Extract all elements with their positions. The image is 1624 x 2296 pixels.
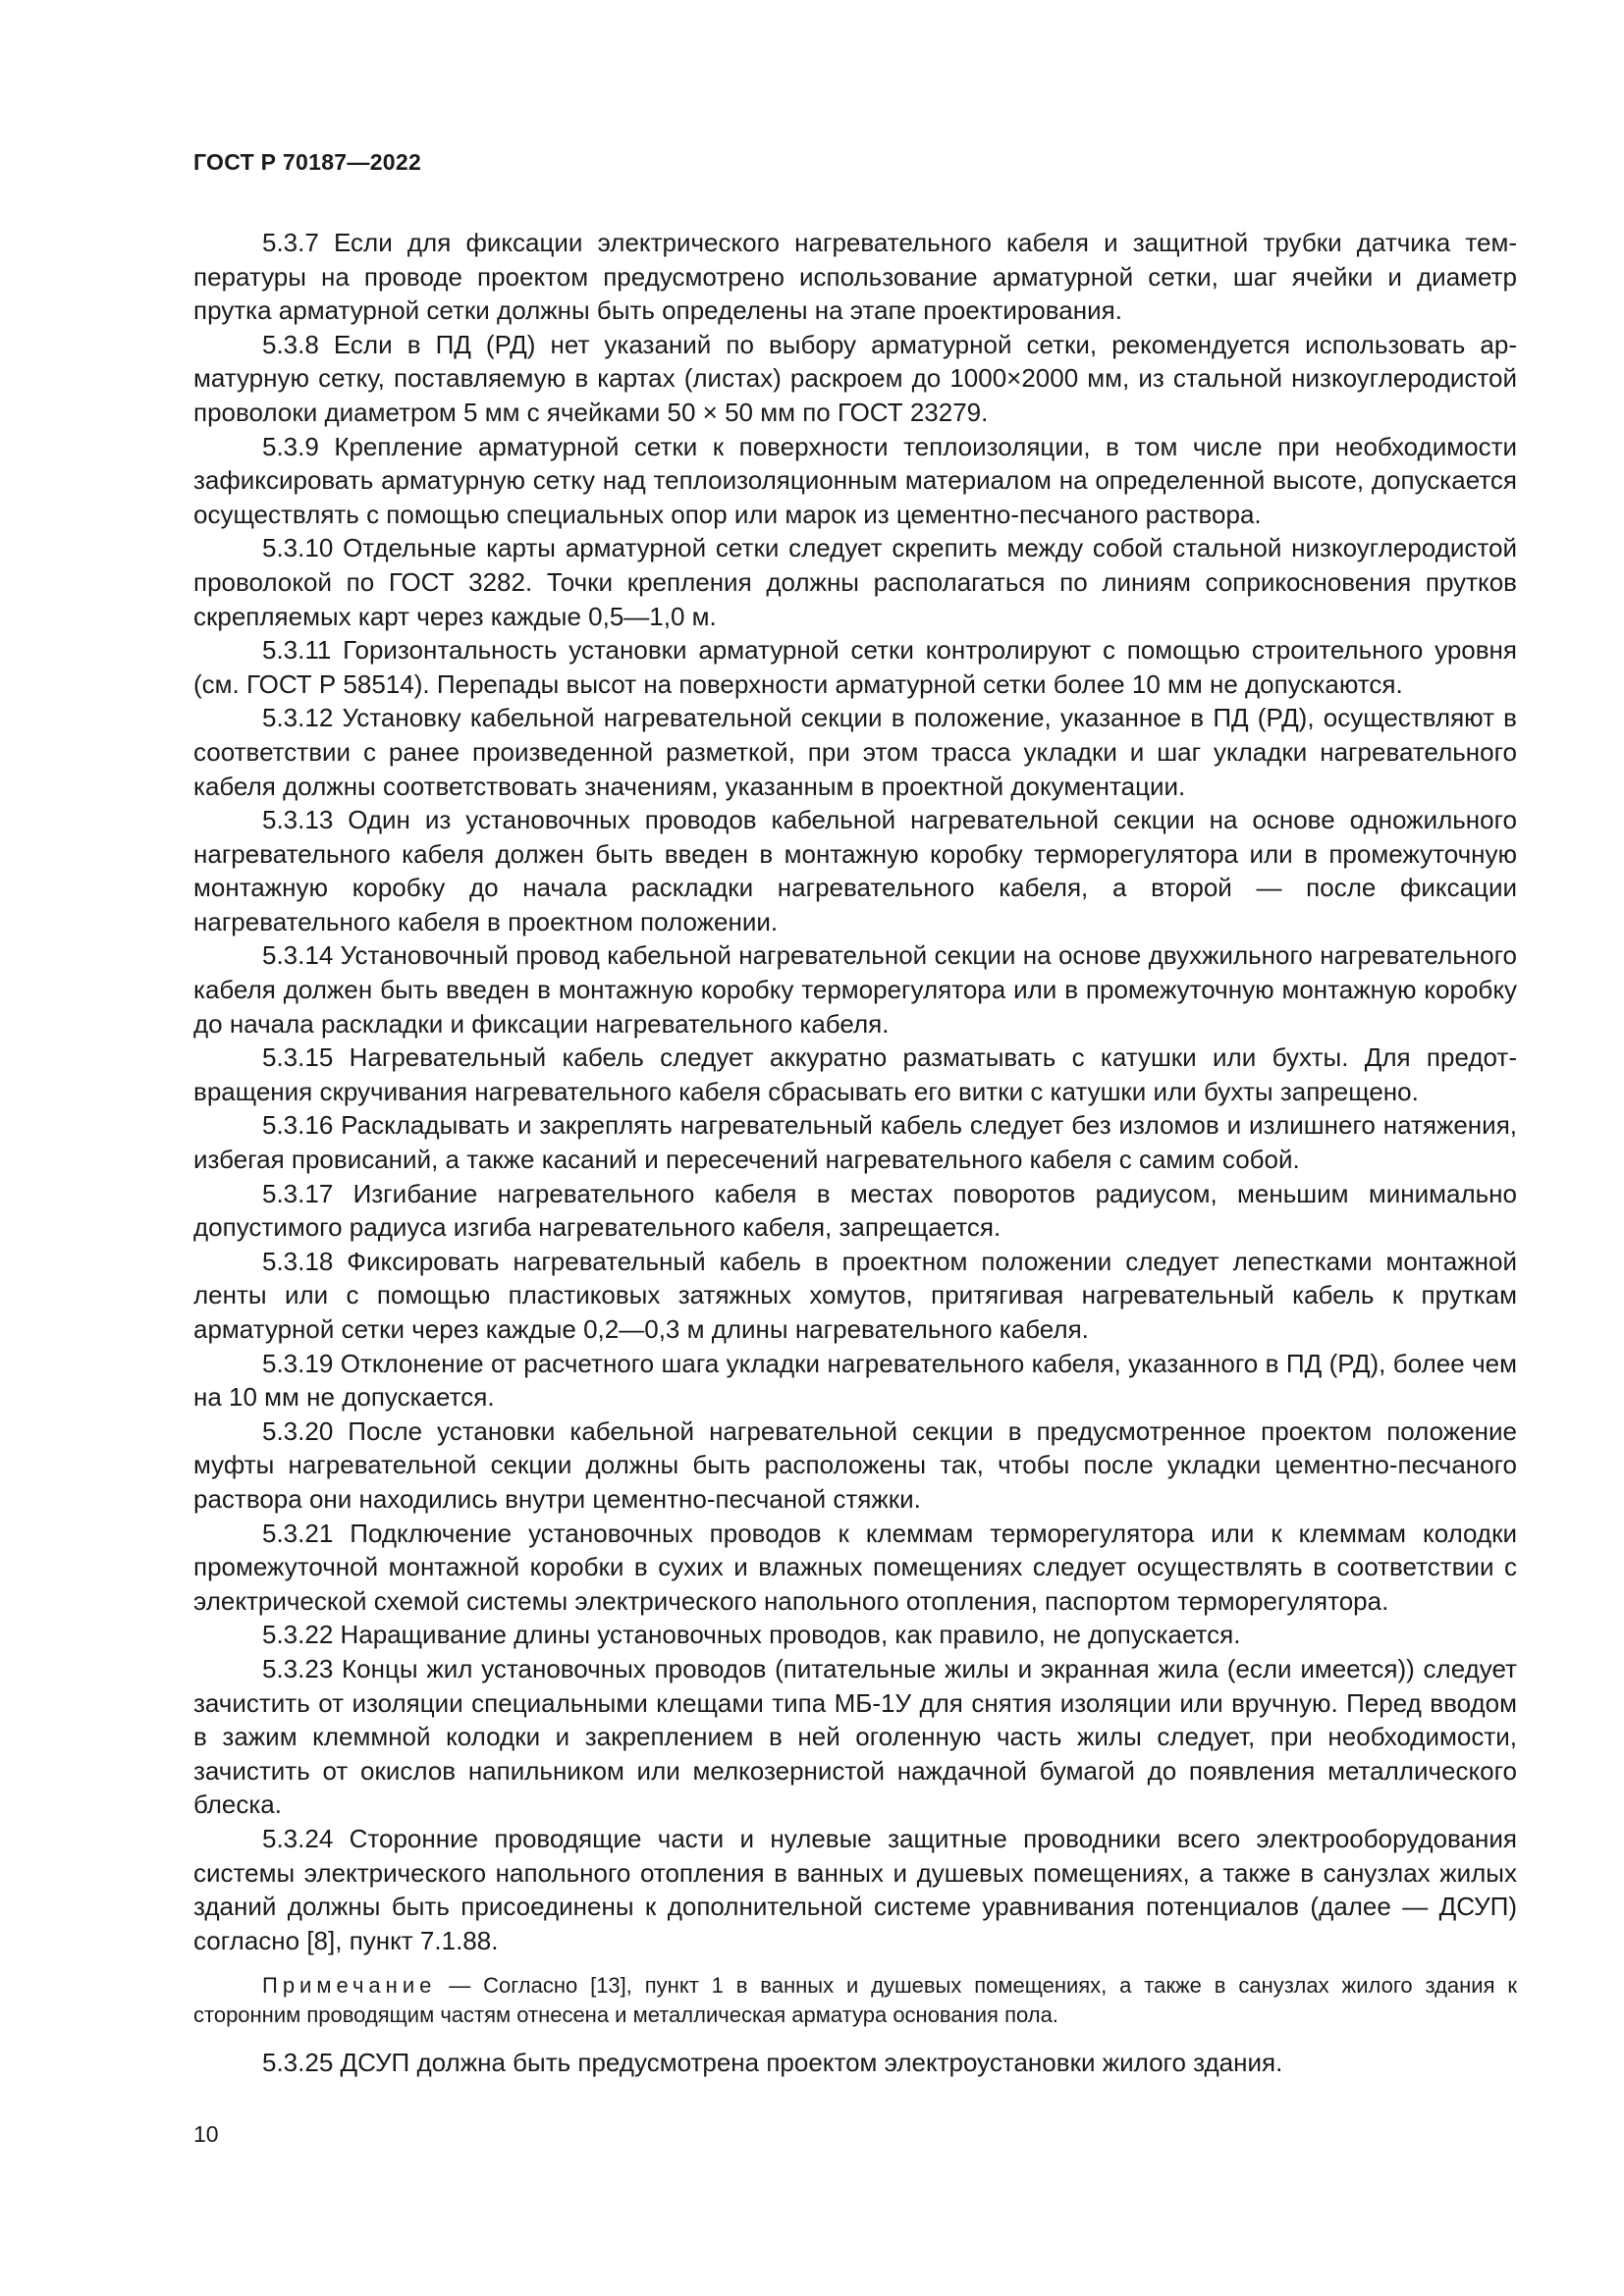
- page-number: 10: [193, 2121, 219, 2147]
- paragraph-5-3-17: 5.3.17 Изгибание нагревательного кабеля в местах поворотов радиусом, меньшим минимально допустимого радиуса изгиба нагревательного кабеля, запрещается.: [193, 1178, 1517, 1243]
- paragraph-5-3-12: 5.3.12 Установку кабельной нагревательной секции в положение, указанное в ПД (РД), осуществляют в соответствии с ранее произведенной разметкой, при этом трасса укладки и шаг укладки нагревательного кабеля должны соответствовать значениям, указанным в проектной документации.: [193, 703, 1517, 801]
- paragraph-5-3-18: 5.3.18 Фиксировать нагревательный кабель в проектном положении следует лепестками монтажной ленты или с помощью пластиковых затяжных хомутов, притягивая нагревательный кабель к пруткам арматурной сетки через каждые 0,2—0,3 м длины нагревательного кабеля.: [193, 1246, 1517, 1344]
- paragraph-5-3-22: 5.3.22 Наращивание длины установочных проводов, как правило, не допускается.: [262, 1620, 1241, 1650]
- paragraph-5-3-15: 5.3.15 Нагревательный кабель следует аккуратно разматывать с катушки или бухты. Для предотвращения скручивания нагревательного кабеля сбрасывать его витки с катушки или бухты запрещено.: [193, 1042, 1517, 1106]
- note-label: Примечание: [262, 1973, 437, 1999]
- document-body: [193, 226, 1517, 2080]
- paragraph-5-3-9: 5.3.9 Крепление арматурной сетки к поверхности теплоизоляции, в том числе при необходимости зафиксировать арматурную сетку над теплоизоляционным материалом на определенной высоте, допускается осуществлять с помощью специальных опор или марок из цементно-песчаного раствора.: [193, 431, 1517, 529]
- note-text: — Согласно [13], пункт 1 в ванных и душевых помещениях, а также в санузлах жилого здания к сторонним проводящим частям отнесена и металлическая арматура основания пола.: [193, 1973, 1517, 2028]
- paragraph-5-3-25: 5.3.25 ДСУП должна быть предусмотрена проектом электроустановки жилого здания.: [262, 2048, 1283, 2078]
- paragraph-5-3-13: 5.3.13 Один из установочных проводов кабельной нагревательной секции на основе одножильного нагревательного кабеля должен быть введен в монтажную коробку терморегулятора или в промежуточную монтажную коробку до начала раскладки нагревательного кабеля, а второй — после фиксации нагревательного кабеля в проектном положении.: [193, 805, 1517, 936]
- paragraph-5-3-7: 5.3.7 Если для фиксации электрического нагревательного кабеля и защитной трубки датчика температуры на проводе проектом предусмотрено использование арматурной сетки, шаг ячейки и диаметр прутка арматурной сетки должны быть определены на этапе проектирования.: [193, 228, 1517, 326]
- paragraph-5-3-24: 5.3.24 Сторонние проводящие части и нулевые защитные проводники всего электрооборудования системы электрического напольного отопления в ванных и душевых помещениях, а также в санузлах жилых зданий должны быть присоединены к дополнительной системе уравнивания потенциалов (далее — ДСУП) согласно [8], пункт 7.1.88.: [193, 1823, 1517, 1955]
- paragraph-5-3-11: 5.3.11 Горизонтальность установки арматурной сетки контролируют с помощью строительного уровня (см. ГОСТ Р 58514). Перепады высот на поверхности арматурной сетки более 10 мм не допускаются.: [193, 635, 1517, 699]
- paragraph-5-3-16: 5.3.16 Раскладывать и закреплять нагревательный кабель следует без изломов и излишнего натяжения, избегая провисаний, а также касаний и пересечений нагревательного кабеля с самим собой.: [193, 1110, 1517, 1175]
- paragraph-5-3-14: 5.3.14 Установочный провод кабельной нагревательной секции на основе двухжильного нагревательного кабеля должен быть введен в монтажную коробку терморегулятора или в промежуточную монтажную коробку до начала раскладки и фиксации нагревательного кабеля.: [193, 940, 1517, 1039]
- note: [193, 1971, 1517, 2030]
- paragraph-5-3-21: 5.3.21 Подключение установочных проводов к клеммам терморегулятора или к клеммам колодки промежуточной монтажной коробки в сухих и влажных помещениях следует осуществлять в соответствии с электрической схемой системы электрического напольного отопления, паспортом терморегулятора.: [193, 1518, 1517, 1616]
- paragraph-5-3-8: 5.3.8 Если в ПД (РД) нет указаний по выбору арматурной сетки, рекомендуется использовать арматурную сетку, поставляемую в картах (листах) раскроем до 1000×2000 мм, из стальной низкоуглеродистой проволоки диаметром 5 мм с ячейками 50 × 50 мм по ГОСТ 23279.: [193, 329, 1517, 427]
- document-header: ГОСТ Р 70187—2022: [193, 149, 422, 175]
- paragraph-5-3-20: 5.3.20 После установки кабельной нагревательной секции в предусмотренное проектом положение муфты нагревательной секции должны быть расположены так, чтобы после укладки цементно-песчаного раствора они находились внутри цементно-песчаной стяжки.: [193, 1415, 1517, 1514]
- paragraph-5-3-19: 5.3.19 Отклонение от расчетного шага укладки нагревательного кабеля, указанного в ПД (РД), более чем на 10 мм не допускается.: [193, 1348, 1517, 1413]
- paragraph-5-3-23: 5.3.23 Концы жил установочных проводов (питательные жилы и экранная жила (если имеется)) следует зачистить от изоляции специальными клещами типа МБ-1У для снятия изоляции или вручную. Перед вводом в зажим клеммной колодки и закреплением в ней оголенную часть жилы следует, при необходимости, зачистить от окислов напильником или мелкозернистой наждачной бумагой до появления металлического блеска.: [193, 1653, 1517, 1820]
- paragraph-5-3-10: 5.3.10 Отдельные карты арматурной сетки следует скрепить между собой стальной низкоуглеродистой проволокой по ГОСТ 3282. Точки крепления должны располагаться по линиям соприкосновения прутков скрепляемых карт через каждые 0,5—1,0 м.: [193, 533, 1517, 631]
